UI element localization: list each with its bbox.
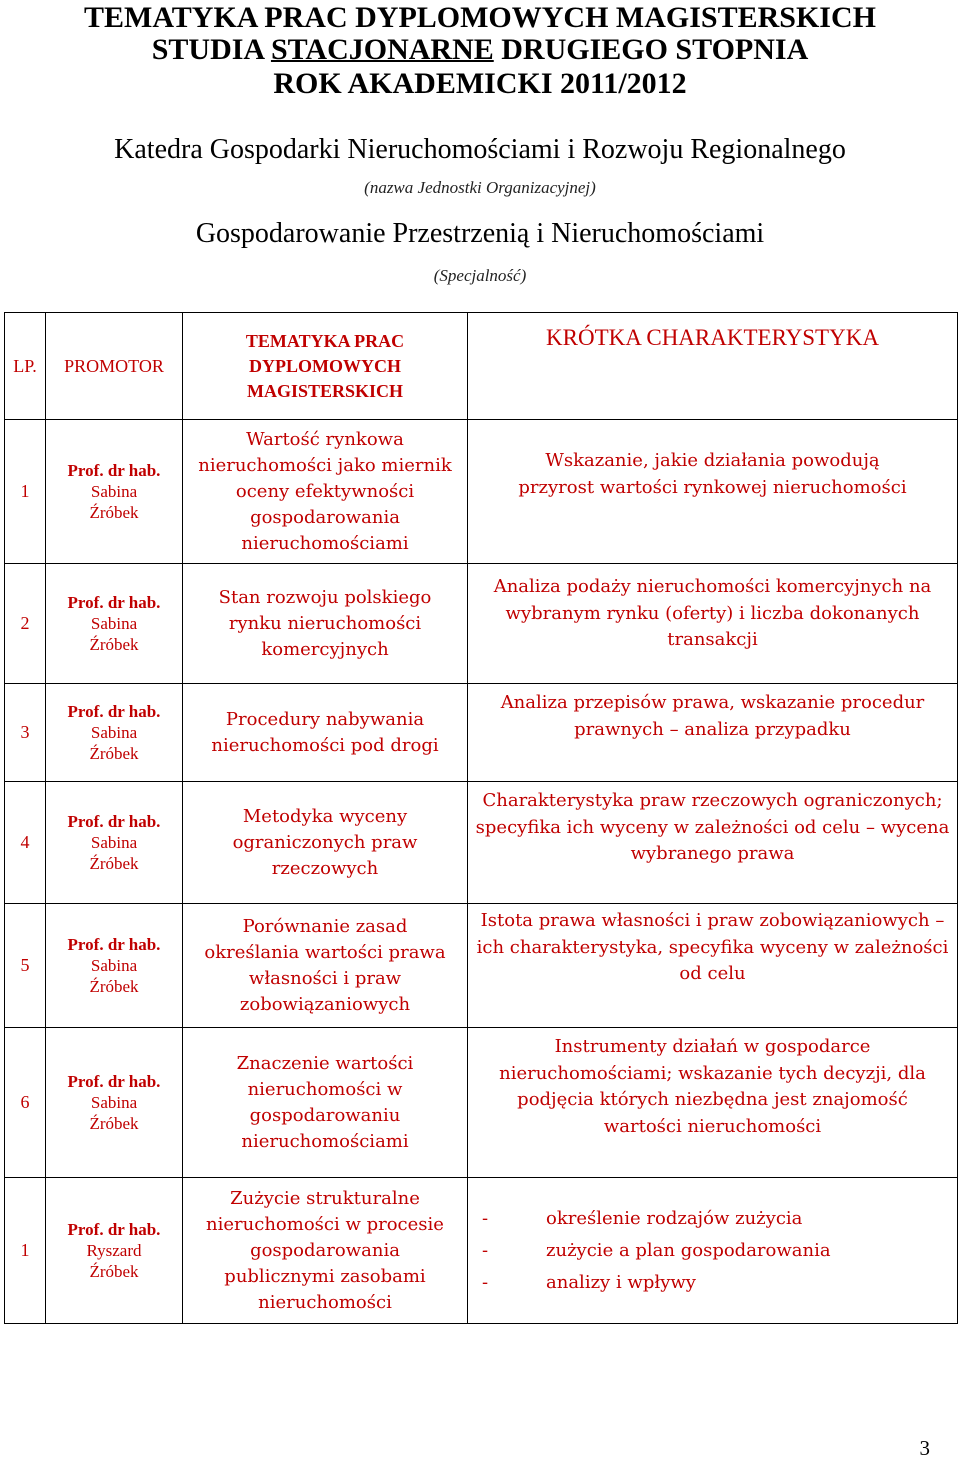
page-number: 3 (919, 1436, 930, 1460)
list-item (482, 1203, 957, 1235)
title-line-1: TEMATYKA PRAC DYPLOMOWYCH MAGISTERSKICH (84, 1, 876, 34)
row-promotor (46, 1028, 183, 1178)
row-promotor (46, 420, 183, 564)
row-topic: Wartość rynkowa nieruchomości jako miernik oceny efektywności gospodarowania nieruchomościami (183, 420, 468, 564)
title-line-2a: STUDIA (151, 33, 271, 66)
list-item-text: określenie rodzajów zużycia (546, 1207, 803, 1229)
title-line-3: ROK AKADEMICKI 2011/2012 (273, 67, 687, 100)
row-description: Instrumenty działań w gospodarce nieruchomościami; wskazanie tych decyzji, dla podjęcia których niezbędna jest znajomość wartości nieruchomości (468, 1028, 958, 1178)
table-row (5, 904, 958, 1028)
row-topic: Znaczenie wartości nieruchomości w gospodarowaniu nieruchomościami (183, 1028, 468, 1178)
department-name: Katedra Gospodarki Nieruchomościami i Rozwoju Regionalnego (114, 134, 846, 165)
table-row (5, 1028, 958, 1178)
description-list (468, 1203, 957, 1299)
topics-table (4, 312, 958, 1324)
row-lp: 4 (5, 782, 46, 904)
table-row (5, 420, 958, 564)
list-item-text: analizy i wpływy (546, 1271, 696, 1293)
promotor-name: Ryszard (86, 1241, 142, 1260)
row-promotor (46, 1178, 183, 1324)
promotor-title: Prof. dr hab. (67, 1220, 161, 1239)
row-lp: 6 (5, 1028, 46, 1178)
promotor-surname: Źróbek (89, 977, 139, 996)
row-lp: 3 (5, 684, 46, 782)
row-topic: Porównanie zasad określania wartości prawa własności i praw zobowiązaniowych (183, 904, 468, 1028)
promotor-name: Sabina (90, 723, 138, 742)
row-topic: Procedury nabywania nieruchomości pod drogi (183, 684, 468, 782)
promotor-name: Sabina (90, 833, 138, 852)
row-promotor (46, 904, 183, 1028)
table-row (5, 1178, 958, 1324)
row-topic: Stan rozwoju polskiego rynku nieruchomości komercyjnych (183, 564, 468, 684)
promotor-surname: Źróbek (89, 635, 139, 654)
row-promotor (46, 684, 183, 782)
row-description: Wskazanie, jakie działania powodują przyrost wartości rynkowej nieruchomości (468, 420, 958, 564)
list-dash: - (482, 1207, 489, 1229)
specialty-name: Gospodarowanie Przestrzenią i Nieruchomościami (195, 218, 765, 249)
specialty-note: (Specjalność) (433, 266, 527, 285)
row-description: Istota prawa własności i praw zobowiązaniowych – ich charakterystyka, specyfika wyceny w zależności od celu (468, 904, 958, 1028)
title-line-2-underlined: STACJONARNE (270, 33, 494, 66)
row-promotor (46, 782, 183, 904)
row-topic: Metodyka wyceny ograniczonych praw rzeczowych (183, 782, 468, 904)
title-line-2 (0, 32, 960, 68)
promotor-name: Sabina (90, 956, 138, 975)
row-topic: Zużycie strukturalne nieruchomości w procesie gospodarowania publicznymi zasobami nieruchomości (183, 1178, 468, 1324)
list-item-text: zużycie a plan gospodarowania (546, 1239, 831, 1261)
table-row (5, 684, 958, 782)
header-topic: TEMATYKA PRAC DYPLOMOWYCH MAGISTERSKICH (183, 313, 468, 420)
list-item (482, 1267, 957, 1299)
department-note: (nazwa Jednostki Organizacyjnej) (364, 178, 596, 197)
promotor-surname: Źróbek (89, 1262, 139, 1281)
promotor-surname: Źróbek (89, 744, 139, 763)
promotor-surname: Źróbek (89, 854, 139, 873)
table-header-row (5, 313, 958, 420)
promotor-title: Prof. dr hab. (67, 935, 161, 954)
promotor-name: Sabina (90, 614, 138, 633)
promotor-title: Prof. dr hab. (67, 702, 161, 721)
row-description (468, 1178, 958, 1324)
header-lp: LP. (5, 313, 46, 420)
row-lp: 1 (5, 420, 46, 564)
promotor-surname: Źróbek (89, 1114, 139, 1133)
title-line-2b: DRUGIEGO STOPNIA (493, 33, 809, 66)
row-lp: 1 (5, 1178, 46, 1324)
list-item (482, 1235, 957, 1267)
header-promotor: PROMOTOR (46, 313, 183, 420)
row-description: Charakterystyka praw rzeczowych ograniczonych; specyfika ich wyceny w zależności od celu – wycena wybranego prawa (468, 782, 958, 904)
table-row (5, 782, 958, 904)
table-row (5, 564, 958, 684)
promotor-title: Prof. dr hab. (67, 812, 161, 831)
promotor-title: Prof. dr hab. (67, 593, 161, 612)
promotor-surname: Źróbek (89, 503, 139, 522)
promotor-title: Prof. dr hab. (67, 461, 161, 480)
promotor-name: Sabina (90, 1093, 138, 1112)
list-dash: - (482, 1271, 489, 1293)
list-dash: - (482, 1239, 489, 1261)
promotor-title: Prof. dr hab. (67, 1072, 161, 1091)
row-promotor (46, 564, 183, 684)
row-lp: 5 (5, 904, 46, 1028)
header-description: KRÓTKA CHARAKTERYSTYKA (468, 313, 958, 420)
row-lp: 2 (5, 564, 46, 684)
row-description: Analiza podaży nieruchomości komercyjnych na wybranym rynku (oferty) i liczba dokonanych transakcji (468, 564, 958, 684)
promotor-name: Sabina (90, 482, 138, 501)
row-description: Analiza przepisów prawa, wskazanie procedur prawnych – analiza przypadku (468, 684, 958, 782)
